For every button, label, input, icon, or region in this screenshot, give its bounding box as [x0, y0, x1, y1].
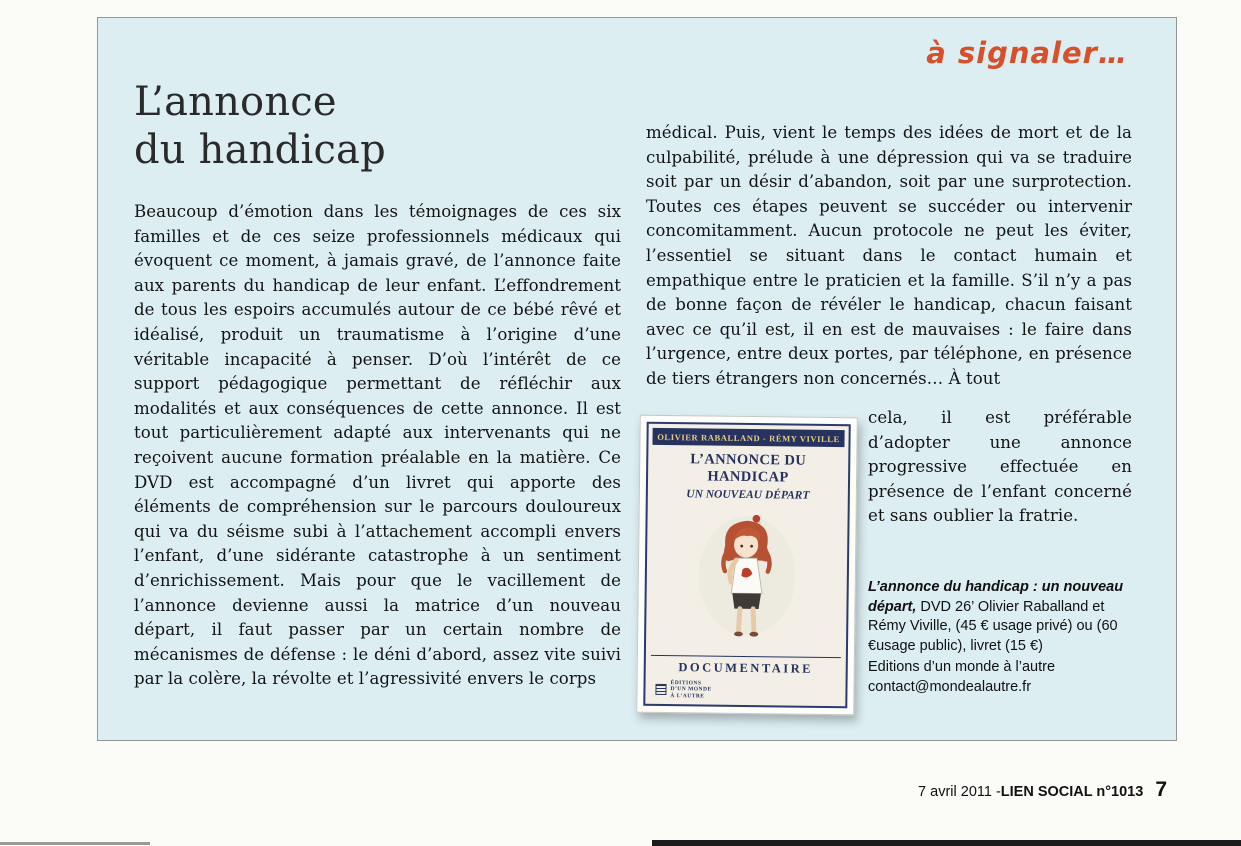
left-column-text: Beaucoup d’émotion dans les témoignages de ces six familles et de ces seize professionnels médicaux qui évoquent ce moment, à jamais gravé, de l’annonce faite aux parents du handicap de leur enfant. L’effondrement de tous les espoirs accumulés autour de ce bébé rêvé et idéalisé, produit un traumatisme à l’origine d’une véritable incapacité à penser. D’où l’intérêt de ce support pédagogique permettant de réfléchir aux modalités et aux conséquences de cette annonce. Il est tout particulièrement adapté aux intervenants qui ne reçoivent aucune formation préalable en la matière. Ce DVD est accompagné d’un livret qui apporte des éléments de compréhension sur le parcours douloureux qui va du séisme subi à l’attachement accompli envers l’enfant, d’une sidérante catastrophe à un sentiment d’enrichissement. Mais pour que le vacillement de l’annonce devienne aussi la matrice d’un nouveau départ, il faut passer par un certain nombre de mécanismes de défense : le déni d’abord, assez vite suivi par la colère, la révolte et l’agressivité envers le corps: [134, 202, 621, 689]
right-column-text-part2: cela, il est préférable d’adopter une annonce progressive effectuée en présence de l’enfant concerné et sans oublier la fratrie.: [868, 408, 1132, 526]
dvd-cover-frame: [643, 422, 850, 708]
caption-details: DVD 26’ Olivier Raballand et Rémy Viville, (45 € usage privé) ou (60 €usage public), livret (15 €): [868, 598, 1118, 654]
page-footer: [918, 778, 1167, 802]
dvd-illustration: [646, 500, 848, 657]
dvd-subtitle: UN NOUVEAU DÉPART: [686, 488, 810, 502]
dvd-title: L’ANNONCE DU HANDICAP: [690, 451, 807, 486]
dvd-cover: [636, 415, 858, 716]
article-title: [134, 78, 386, 174]
dvd-publisher-line3: À L’AUTRE: [670, 692, 705, 699]
dvd-publisher-line2: D’UN MONDE: [670, 686, 712, 693]
caption-paragraph: [868, 578, 1134, 656]
dvd-publisher-text: [670, 680, 711, 700]
caption-publisher: Editions d’un monde à l’autre: [868, 659, 1056, 675]
page-number: 7: [1155, 778, 1167, 801]
section-label: à signaler…: [926, 36, 1128, 70]
scan-artifact-bottom-left: [0, 842, 150, 845]
dvd-publisher-line1: ÉDITIONS: [670, 679, 702, 686]
caption-title: L’annonce du handicap : un nouveau départ,: [868, 579, 1124, 615]
dvd-authors: OLIVIER RABALLAND - RÉMY VIVILLE: [652, 428, 844, 447]
article-title-line1: L’annonce: [134, 79, 337, 125]
footer-date: 7 avril 2011 -: [918, 784, 1001, 800]
scan-artifact-bottom-right: [652, 840, 1241, 846]
caption-contact-email: contact@mondealautre.fr: [868, 678, 1032, 695]
footer-journal-title: LIEN SOCIAL n°1013: [1000, 784, 1144, 800]
dvd-publisher-block: [655, 679, 835, 701]
publisher-logo-icon: [655, 684, 666, 695]
article-title-line2: du handicap: [134, 127, 386, 173]
dvd-caption: [868, 578, 1134, 697]
right-column-text-part1: médical. Puis, vient le temps des idées de mort et de la culpabilité, prélude à une dépression qui va se traduire soit par un désir d’abandon, soit par une surprotection. Toutes ces étapes peuvent se succéder ou intervenir concomitamment. Aucun protocole ne peut les éviter, l’essentiel se situant dans le contact humain et empathique entre le praticien et la famille. S’il n’y a pas de bonne façon de révéler le handicap, chacun faisant avec ce qu’il est, il en est de mauvaises : le faire dans l’urgence, entre deux portes, par téléphone, en présence de tiers étrangers non concernés… À tout: [646, 123, 1132, 388]
article-panel: [97, 17, 1177, 741]
dvd-genre: DOCUMENTAIRE: [651, 654, 841, 679]
